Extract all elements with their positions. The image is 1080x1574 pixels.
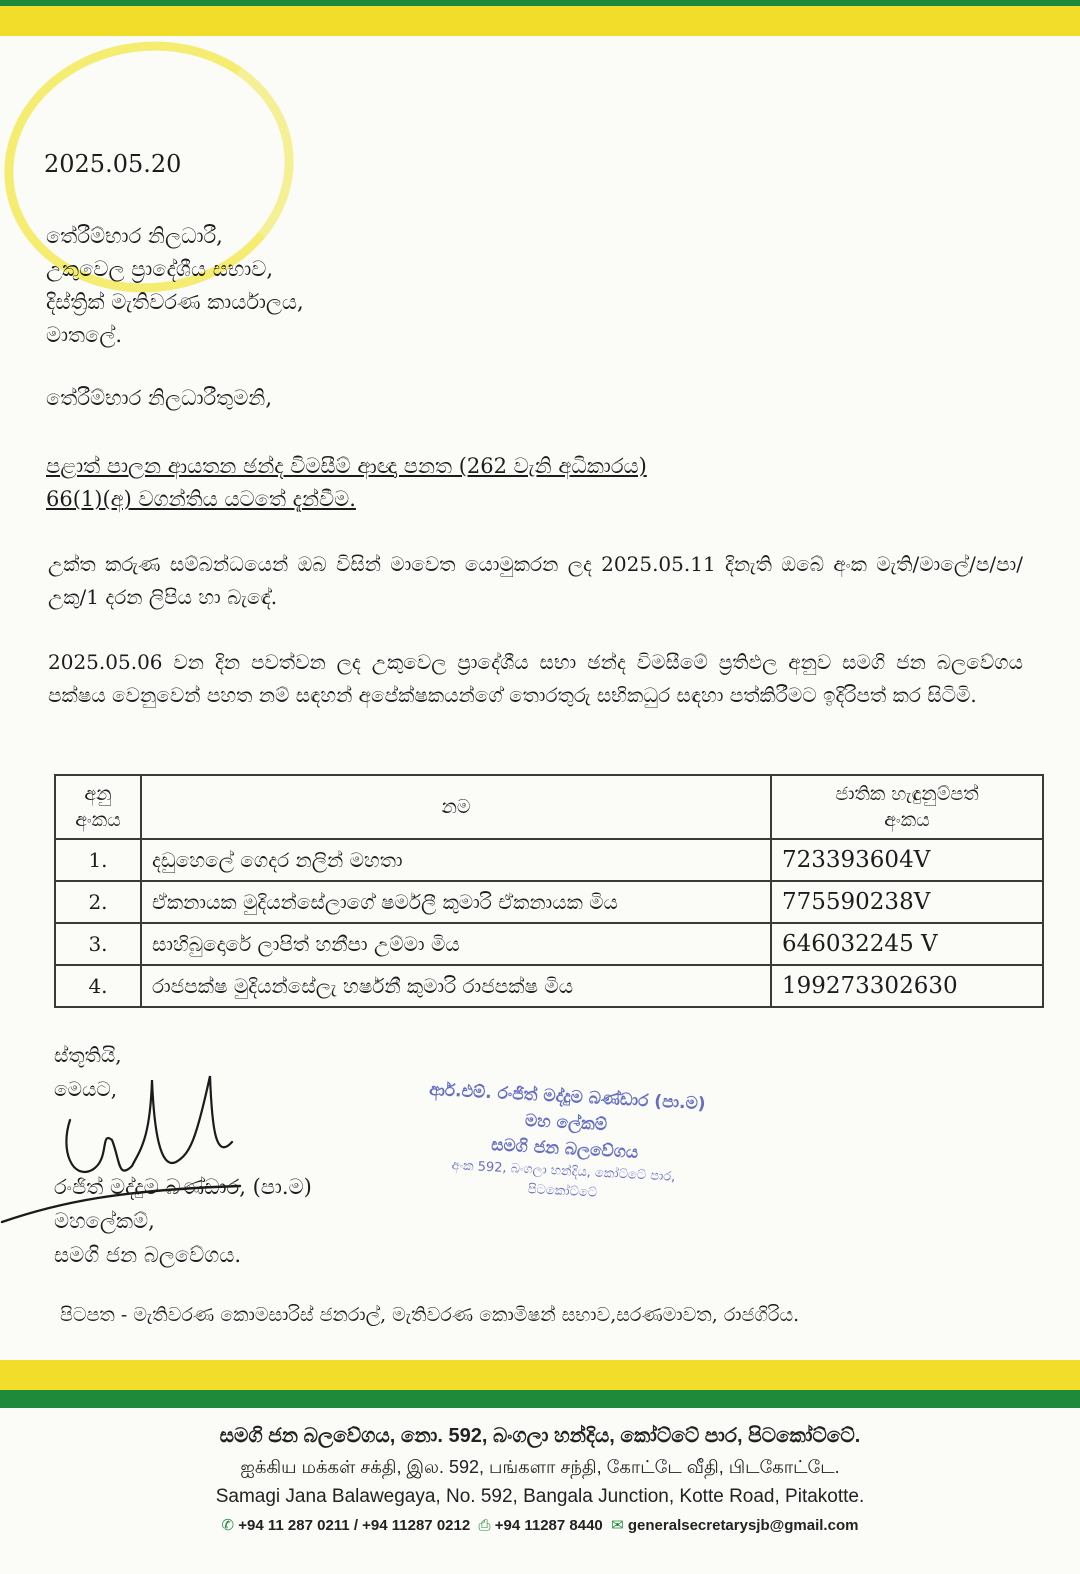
row-serial: 1.	[55, 839, 141, 881]
letterhead-footer	[0, 1420, 1080, 1540]
paragraph-reference: උක්ත කරුණ සම්බන්ධයෙන් ඔබ විසින් මාවෙත යොමුකරන ලද 2025.05.11 දිනැති ඔබේ අංක මැති/මාලේ/ප/පා/උකු/1 දරන ලිපිය හා බැඳේ.	[48, 552, 1023, 609]
row-nic: 646032245 V	[771, 923, 1043, 965]
table-row	[55, 839, 1043, 881]
table-row	[55, 923, 1043, 965]
recipient-line: මාතලේ.	[46, 323, 123, 347]
closing-regards: මෙයට,	[54, 1077, 118, 1101]
footer-address-tamil: ஐக்கிய மக்கள் சக்தி, இல. 592, பங்களா சந்தி, கோட்டே வீதி, பிடகோட்டே.	[240, 1457, 840, 1477]
subject	[46, 450, 647, 516]
table-row	[55, 881, 1043, 923]
row-serial: 2.	[55, 881, 141, 923]
signer-block	[54, 1170, 312, 1272]
table-header-row	[55, 775, 1043, 839]
signer-org: සමගි ජන බලවේගය.	[54, 1243, 242, 1267]
footer-fax: +94 11287 8440	[494, 1517, 603, 1534]
footer-email: generalsecretarysjb@gmail.com	[627, 1517, 859, 1534]
row-name: දඩුහෙලේ ගෙදර නලින් මහතා	[141, 839, 771, 881]
header-name: නම	[141, 775, 771, 839]
paragraph-body: 2025.05.06 වන දින පවත්වන ලද උකුවෙල ප්‍රාදේශීය සභා ඡන්ද විමසීමේ ප්‍රතිඵල අනුව සමගි ජන බලවේගය පක්ෂය වෙනුවෙන් පහත නම් සඳහන් අපේක්ෂකයන්ගේ තොරතුරු සභිකධුර සඳහා පත්කිරීමට ඉදිරිපත් කර සිටිමි.	[48, 650, 1023, 707]
bottom-green-stripe	[0, 1390, 1080, 1408]
subject-line: පළාත් පාලන ආයතන ඡන්ද විමසීම් ආඥා පනත (262 වැනි අධිකාරය)	[46, 454, 647, 478]
row-nic: 723393604V	[771, 839, 1043, 881]
recipient-line: දිස්ත්‍රික් මැතිවරණ කාර්යාලය,	[46, 290, 304, 314]
recipient-address	[46, 220, 304, 352]
row-nic: 775590238V	[771, 881, 1043, 923]
row-nic: 199273302630	[771, 965, 1043, 1007]
footer-address-sinhala: සමගි ජන බලවේගය, නො. 592, බංගලා හන්දිය, කෝට්ටේ පාර, පිටකෝට්ටේ.	[219, 1425, 861, 1447]
row-serial: 3.	[55, 923, 141, 965]
footer-contacts	[0, 1512, 1080, 1540]
closing-thanks: ස්තූතියි,	[54, 1043, 122, 1067]
header-nic: ජාතික හැඳුනුම්පත් අංකය	[771, 775, 1043, 839]
signer-title: මහලේකම්,	[54, 1209, 155, 1233]
subject-line: 66(1)(අ) වගන්තිය යටතේ දැන්වීම.	[46, 487, 356, 511]
footer-address-english: Samagi Jana Balawegaya, No. 592, Bangala Junction, Kotte Road, Pitakotte.	[215, 1486, 865, 1507]
recipient-line: තේරීම්භාර නිලධාරී,	[46, 224, 223, 248]
row-name: ඒකනායක මුදියන්සේලාගේ ෂර්මලී කුමාරි ඒකනායක මිය	[141, 881, 771, 923]
row-serial: 4.	[55, 965, 141, 1007]
row-name: රාජපක්ෂ මුදියන්සේලැ හර්ෂනී කුමාරි රාජපක්ෂ මිය	[141, 965, 771, 1007]
fax-icon: ⎙	[478, 1517, 491, 1534]
top-yellow-stripe	[0, 6, 1080, 36]
signer-name: රංජිත් මද්දුම බණ්ඩාර, (පා.ම)	[54, 1175, 312, 1199]
candidates-table	[54, 774, 1044, 1008]
table-row	[55, 965, 1043, 1007]
phone-icon: ✆	[221, 1517, 235, 1534]
letter-date: 2025.05.20	[44, 150, 182, 178]
header-serial: අනු අංකය	[55, 775, 141, 839]
row-name: සාහිබුදොරේ ලාපිත් හනීපා උම්මා මිය	[141, 923, 771, 965]
bottom-yellow-stripe	[0, 1360, 1080, 1390]
mail-icon: ✉	[611, 1517, 624, 1534]
recipient-line: උකුවෙල ප්‍රාදේශීය සභාව,	[46, 257, 274, 281]
salutation: තේරීම්භාර නිලධාරීතුමනි,	[46, 386, 273, 410]
footer-phone: +94 11 287 0211 / +94 11287 0212	[238, 1517, 471, 1534]
official-stamp: ආර්.එම්. රංජිත් මද්දුම බණ්ඩාර (පා.ම) මහ ලේකම් සමගි ජන බලවේගය අංක 592, බංගලා හන්දිය, කෝට්ටේ පාර, පිටකෝට්ටේ	[428, 1079, 707, 1201]
copy-to: පිටපත - මැතිවරණ කොමසාරිස් ජනරාල්, මැතිවරණ කොමිෂන් සභාව,සරණමාවත, රාජගිරිය.	[60, 1304, 800, 1326]
